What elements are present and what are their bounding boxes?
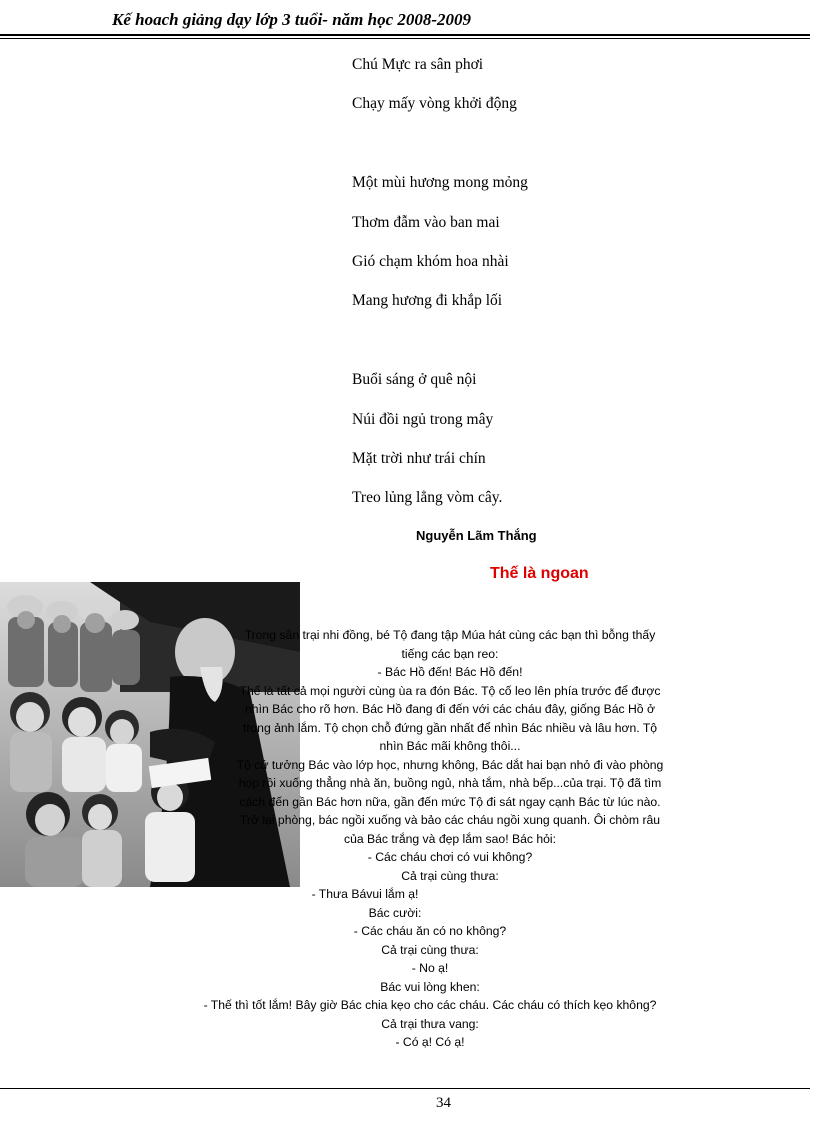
document-header: Kế hoach giảng dạy lớp 3 tuổi- năm học 2008-2009: [112, 10, 472, 29]
story-line: - Thưa Bávui lắm ạ!: [311, 887, 419, 901]
poem-line: Thơm đẫm vào ban mai: [352, 213, 500, 231]
story-line: nhìn Bác mãi không thôi...: [379, 739, 521, 753]
poem-line: Núi đồi ngủ trong mây: [352, 410, 494, 428]
story-line: - Bác Hồ đến! Bác Hồ đến!: [377, 665, 523, 679]
poem-line: Mang hương đi khắp lối: [352, 292, 503, 310]
poem-line: Chạy mấy vòng khởi động: [352, 95, 517, 113]
story-line: họp rồi xuống thẳng nhà ăn, buồng ngủ, nhà tắm, nhà bếp...của trại. Tộ đã tìm: [238, 776, 662, 790]
poem-line: Buổi sáng ở quê nội: [352, 371, 477, 389]
story-line: - Có ạ! Có ạ!: [395, 1035, 465, 1049]
story-line: tiếng các bạn reo:: [401, 646, 499, 661]
header-rule-thin: [0, 38, 810, 39]
story-line: Bác cười:: [368, 905, 422, 920]
poem-line: Gió chạm khóm hoa nhài: [352, 252, 509, 270]
story-body: [180, 626, 720, 1052]
poem-line: Treo lủng lẳng vòm cây.: [352, 489, 503, 507]
story-line: - No ạ!: [411, 961, 449, 975]
story-line: Cả trại thưa vang:: [381, 1016, 479, 1031]
poem-line: Mặt trời như trái chín: [352, 449, 486, 467]
story-line: Cả trại cùng thưa:: [381, 942, 479, 957]
header-rule: [0, 34, 810, 36]
story-line: Tộ cứ tưởng Bác vào lớp học, nhưng không, Bác dắt hai bạn nhỏ đi vào phòng: [236, 757, 664, 772]
story-line: - Các cháu ăn có no không?: [353, 924, 507, 938]
poem-line: Một mùi hương mong mỏng: [352, 174, 528, 192]
poem: [352, 48, 528, 521]
story-line: của Bác trắng và đẹp lắm sao! Bác hỏi:: [343, 831, 557, 846]
story-line: Thế là tất cả mọi người cùng ùa ra đón Bác. Tộ cố leo lên phía trước để được: [239, 683, 661, 698]
story-title: Thế là ngoan: [490, 565, 589, 582]
stanza-gap: [352, 324, 528, 363]
poem-author: Nguyễn Lãm Thắng: [416, 528, 537, 543]
stanza-gap: [352, 127, 528, 166]
footer-rule: [0, 1088, 810, 1089]
story-line: Trong sân trại nhi đồng, bé Tộ đang tập Múa hát cùng các bạn thì bỗng thấy: [244, 628, 656, 642]
story-line: - Thế thì tốt lắm! Bây giờ Bác chia kẹo cho các cháu. Các cháu có thích kẹo không?: [203, 998, 657, 1012]
story-line: trong ảnh lắm. Tộ chọn chỗ đứng gần nhất để nhìn Bác nhiều và lâu hơn. Tộ: [242, 720, 658, 735]
page-number: 34: [436, 1095, 451, 1111]
story-line: - Các cháu chơi có vui không?: [367, 850, 533, 864]
story-line: cách đến gần Bác hơn nữa, gần đến mức Tộ đi sát ngay cạnh Bác từ lúc nào.: [239, 794, 661, 809]
story-line: Cả trại cùng thưa:: [401, 868, 499, 883]
story-line: nhìn Bác cho rõ hơn. Bác Hồ đang đi đến với các cháu đây, giống Bác Hồ ở: [245, 702, 655, 716]
story-line: Trở lại phòng, bác ngồi xuống và bảo các cháu ngồi xung quanh. Ôi chòm râu: [239, 813, 661, 827]
poem-line: Chú Mực ra sân phơi: [352, 56, 484, 73]
story-line: Bác vui lòng khen:: [380, 979, 480, 994]
